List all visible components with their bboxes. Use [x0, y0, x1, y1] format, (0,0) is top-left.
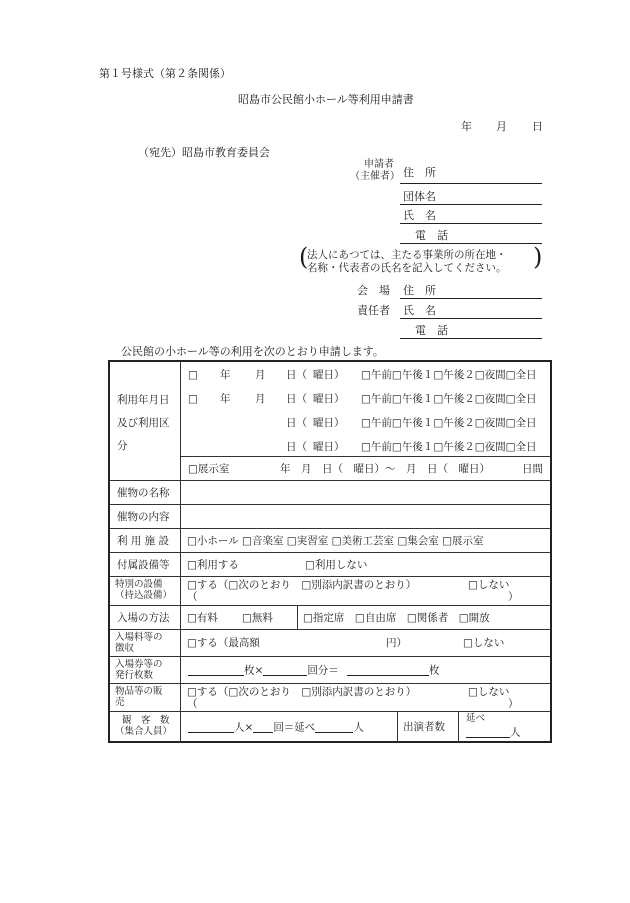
fee-no-checkbox[interactable]: □しない: [463, 637, 505, 649]
form-number: 第１号様式（第２条関係）: [99, 67, 231, 80]
date-row-1-slots[interactable]: □午前□午後１□午後２□夜間□全日: [361, 369, 537, 381]
ticket-label-2: 発行枚数: [115, 670, 154, 681]
special-label-cell: [110, 577, 181, 606]
sales-paren-open: （: [187, 698, 198, 710]
date-row-1-check[interactable]: □: [188, 369, 198, 381]
facility-label-cell: [110, 529, 181, 553]
date-row-4-slots[interactable]: □午前□午後１□午後２□夜間□全日: [361, 441, 537, 453]
event-name-row: [110, 480, 550, 505]
page-title: 昭島市公民館小ホール等利用申請書: [238, 93, 414, 106]
date-day: 日: [532, 120, 543, 133]
sales-row: [110, 683, 550, 712]
special-options[interactable]: □する（□次のとおり □別添内訳書のとおり）: [187, 579, 417, 591]
equipment-row: [110, 552, 550, 577]
note-paren-right: ): [533, 243, 543, 271]
equipment-label: 付属設備等: [117, 559, 170, 571]
date-row-1-weekday: 曜日）: [313, 369, 345, 381]
special-paren-open: （: [187, 591, 198, 603]
special-equipment-row: [110, 576, 550, 606]
applicant-phone-label: 電 話: [415, 229, 448, 242]
fee-yen: 円）: [386, 637, 407, 649]
sales-paren-close: ）: [508, 698, 519, 710]
performers-count: [466, 727, 521, 738]
date-row-1-year: 年: [220, 369, 231, 381]
note-line-2: 名称・代表者の氏名を記入してください。: [307, 262, 507, 274]
ticket-count-field[interactable]: [188, 665, 244, 676]
ticket-times-field[interactable]: [263, 665, 307, 676]
date-year: 年: [461, 120, 472, 133]
entry-divider: [297, 606, 298, 630]
audience-times-field[interactable]: [253, 722, 273, 733]
entry-options[interactable]: □指定席 □自由席 □関係者 □開放: [303, 612, 490, 624]
responsible-name-field[interactable]: [400, 304, 542, 319]
venue-label: 会 場: [357, 284, 390, 297]
performers-label: 出演者数: [403, 721, 445, 733]
event-content-label: 催物の内容: [117, 511, 170, 523]
applicant-label-sub: （主催者）: [350, 171, 400, 182]
sales-label-cell: [110, 684, 181, 712]
ticket-total-field[interactable]: [347, 665, 429, 676]
responsible-label: 責任者: [357, 304, 390, 317]
exhibit-period: 年 月 日（ 曜日）～ 月 日（ 曜日）: [280, 463, 490, 475]
entry-paid-checkbox[interactable]: □有料: [187, 612, 218, 624]
sales-label-1: 物品等の販: [115, 686, 163, 697]
ticket-kai: 回分＝: [307, 664, 339, 677]
date-row-4-day: 日（: [286, 441, 307, 453]
note-paren-left: (: [299, 243, 309, 271]
entry-label-cell: [110, 606, 181, 630]
special-paren-close: ）: [508, 591, 519, 603]
ticket-mai1: 枚×: [244, 664, 264, 677]
fee-label-1: 入場料等の: [115, 632, 163, 643]
date-label-2: 及び利用区: [117, 417, 170, 429]
note-line-1: 法人にあつては、主たる事業所の所在地・: [307, 249, 507, 261]
fee-label-cell: [110, 630, 181, 657]
event-name-label: 催物の名称: [117, 487, 170, 499]
applicant-phone-field[interactable]: [400, 229, 542, 244]
ticket-row: [110, 656, 550, 684]
sales-options[interactable]: □する（□次のとおり □別添内訳書のとおり）: [187, 686, 417, 698]
venue-address-label: 住 所: [403, 284, 436, 297]
application-table: [108, 360, 552, 743]
audience-divider-1: [397, 712, 398, 742]
audience-total-field[interactable]: [315, 722, 353, 733]
date-row-3-weekday: 曜日）: [313, 417, 345, 429]
sales-label-2: 売: [115, 697, 125, 708]
applicant-label: 申請者: [364, 159, 394, 170]
audience-person: 人×: [234, 721, 254, 734]
performers-person: 人: [510, 726, 521, 739]
facility-row: [110, 528, 550, 553]
date-row-3-slots[interactable]: □午前□午後１□午後２□夜間□全日: [361, 417, 537, 429]
fee-label-2: 徴収: [115, 643, 135, 654]
date-row-2-check[interactable]: □: [188, 393, 198, 405]
applicant-address-label: 住 所: [403, 166, 436, 179]
date-row-2-day: 日（: [286, 393, 307, 405]
equipment-label-cell: [110, 553, 181, 577]
audience-label-1: 観 客 数: [122, 715, 170, 726]
audience-divider-2: [458, 712, 459, 742]
date-label-1: 利用年月日: [117, 394, 170, 406]
ticket-label-1: 入場券等の: [115, 659, 163, 670]
responsible-name-label: 氏 名: [403, 304, 436, 317]
date-row-1-month: 月: [255, 369, 266, 381]
venue-address-field[interactable]: [400, 284, 542, 299]
audience-times: 回＝延べ: [273, 721, 316, 734]
entry-free-checkbox[interactable]: □無料: [242, 612, 273, 624]
sales-no-checkbox[interactable]: □しない: [468, 686, 510, 698]
date-row-2-month: 月: [255, 393, 266, 405]
facility-options[interactable]: □小ホール □音楽室 □実習室 □美術工芸室 □集会室 □展示室: [187, 535, 484, 547]
ticket-label-cell: [110, 657, 181, 684]
applicant-name-label: 氏 名: [403, 209, 436, 222]
audience-label-2: （集合人員）: [115, 726, 173, 737]
date-row-3-day: 日（: [286, 417, 307, 429]
addressee: （宛先）昭島市教育委員会: [138, 146, 270, 159]
exhibit-days: 日間: [522, 463, 543, 475]
entry-method-row: [110, 605, 550, 630]
applicant-org-field[interactable]: [400, 190, 542, 205]
date-label-3: 分: [117, 440, 128, 452]
applicant-address-field[interactable]: [400, 166, 542, 184]
audience-people-field[interactable]: [188, 722, 234, 733]
audience-row: [110, 711, 550, 742]
equipment-use-checkbox[interactable]: □利用する: [187, 559, 239, 571]
date-row-4-weekday: 曜日）: [313, 441, 345, 453]
ticket-count: [188, 665, 439, 676]
date-row-2-year: 年: [220, 393, 231, 405]
intro-text: 公民館の小ホール等の利用を次のとおり申請します。: [121, 345, 384, 358]
performers-total-label: 延べ: [466, 713, 486, 724]
audience-calc: [188, 722, 364, 733]
applicant-org-label: 団体名: [403, 190, 436, 203]
audience-person2: 人: [353, 721, 364, 734]
responsible-phone-label: 電 話: [415, 324, 448, 337]
event-content-label-cell: [110, 505, 181, 529]
applicant-name-field[interactable]: [400, 209, 542, 224]
exhibit-label[interactable]: □展示室: [188, 463, 230, 475]
performers-count-field[interactable]: [466, 727, 510, 738]
event-name-label-cell: [110, 481, 181, 505]
date-label-cell: [110, 362, 181, 480]
equipment-nouse-checkbox[interactable]: □利用しない: [305, 559, 368, 571]
entry-label: 入場の方法: [117, 612, 170, 624]
ticket-mai2: 枚: [428, 664, 440, 677]
special-no-checkbox[interactable]: □しない: [468, 579, 510, 591]
audience-label-cell: [110, 712, 181, 742]
date-row-2-weekday: 曜日）: [313, 393, 345, 405]
date-row-1-day: 日（: [286, 369, 307, 381]
special-label-1: 特別の設備: [115, 579, 163, 590]
exhibit-row: [180, 456, 550, 481]
facility-label: 利 用 施 設: [117, 535, 170, 547]
date-row-2-slots[interactable]: □午前□午後１□午後２□夜間□全日: [361, 393, 537, 405]
fee-yes-checkbox[interactable]: □する（最高額: [187, 637, 260, 649]
fee-row: [110, 629, 550, 657]
special-label-2: （持込設備）: [115, 590, 173, 601]
responsible-phone-field[interactable]: [400, 324, 542, 339]
date-month: 月: [496, 120, 507, 133]
event-content-row: [110, 504, 550, 529]
